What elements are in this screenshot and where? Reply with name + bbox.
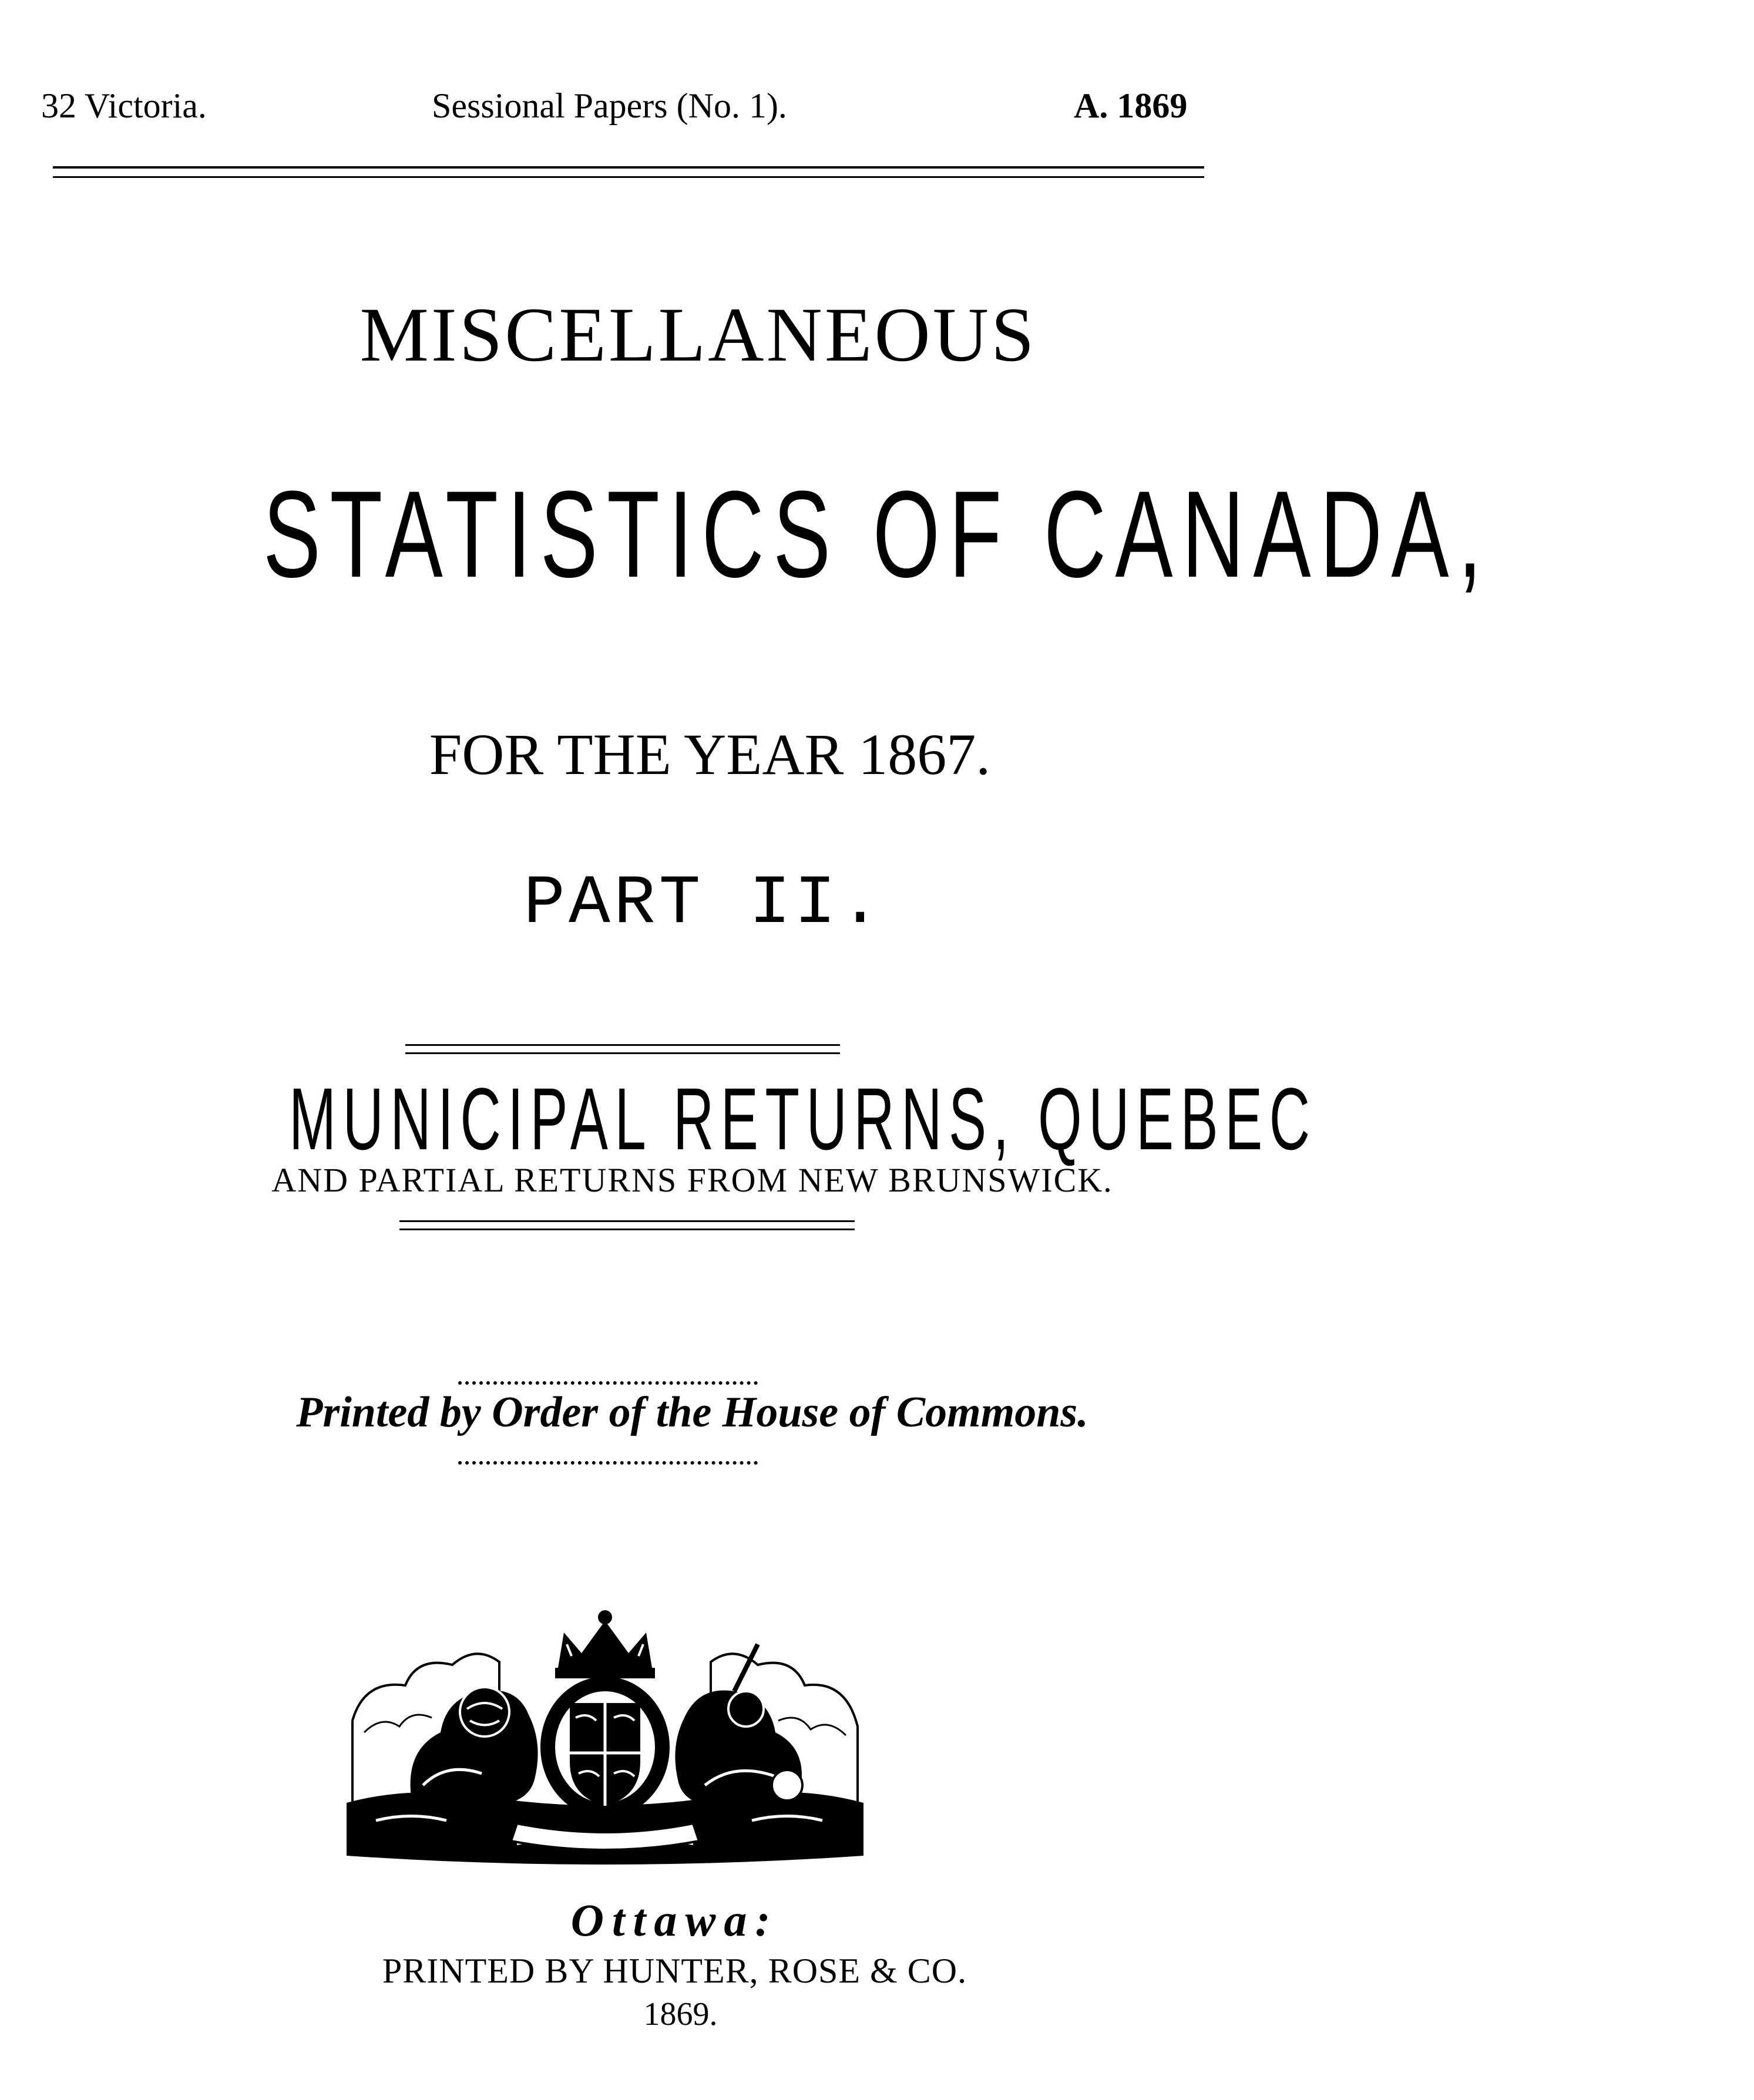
subtitle-main-text: MUNICIPAL RETURNS, QUEBEC bbox=[289, 1069, 1317, 1168]
imprint-printer: PRINTED BY HUNTER, ROSE & CO. bbox=[382, 1951, 967, 1990]
royal-coat-of-arms-icon bbox=[341, 1609, 869, 1879]
title-line-miscellaneous: MISCELLANEOUS bbox=[359, 291, 1037, 378]
dotted-rule-bottom bbox=[458, 1461, 758, 1465]
authority-line: Printed by Order of the House of Commons. bbox=[296, 1388, 1088, 1436]
running-head-left: 32 Victoria. bbox=[41, 86, 207, 125]
running-head-center: Sessional Papers (No. 1). bbox=[432, 86, 787, 125]
subtitle-rule-bottom-1 bbox=[399, 1220, 855, 1222]
header-rule-bottom bbox=[53, 176, 1204, 178]
subtitle-secondary: AND PARTIAL RETURNS FROM NEW BRUNSWICK. bbox=[271, 1161, 1113, 1199]
subtitle-rule-top-2 bbox=[405, 1052, 840, 1054]
subtitle-rule-top-1 bbox=[405, 1044, 840, 1046]
title-line-statistics bbox=[0, 464, 1491, 605]
subtitle-rule-bottom-2 bbox=[399, 1229, 855, 1230]
imprint-year: 1869. bbox=[643, 1996, 718, 2032]
running-head-right: A. 1869 bbox=[1074, 86, 1188, 125]
title-year-line: FOR THE YEAR 1867. bbox=[429, 722, 991, 787]
dotted-rule-top bbox=[458, 1381, 758, 1385]
title-line-statistics-text: STATISTICS OF CANADA, bbox=[263, 465, 1491, 603]
part-heading: PART II. bbox=[523, 865, 885, 943]
imprint-place: Ottawa: bbox=[570, 1894, 779, 1946]
header-rule-top bbox=[53, 166, 1204, 169]
subtitle-main bbox=[0, 1069, 1349, 1169]
